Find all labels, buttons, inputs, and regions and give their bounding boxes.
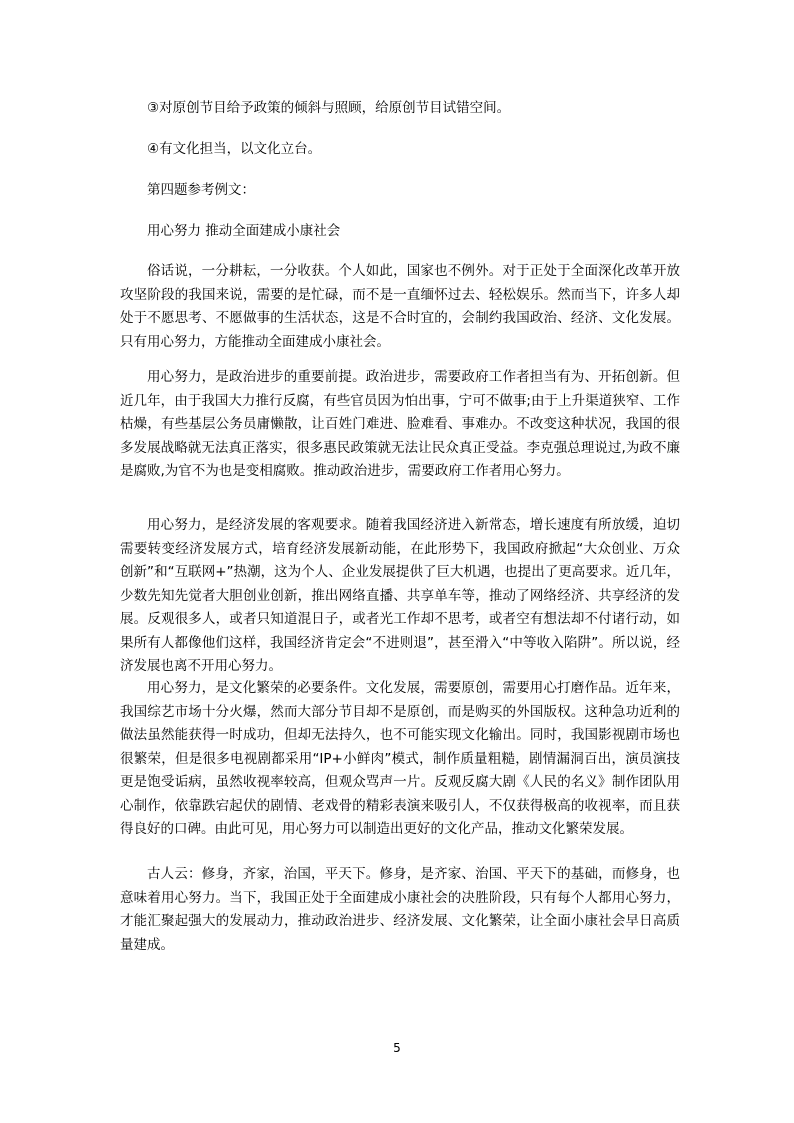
section-heading: 第四题参考例文： <box>147 182 255 198</box>
page-number: 5 <box>393 1041 401 1055</box>
essay-paragraph-culture: 用心努力，是文化繁荣的必要条件。文化发展，需要原创，需要用心打磨作品。近年来，我国综艺市场十分火爆，然而大部分节目却不是原创，而是购买的外国版权。这种急功近利的做法虽然能获得一时成功，但却无法持久，也不可能实现文化输出。同时，我国影视剧市场也很繁荣，但是很多电视剧都采用“IP+小鲜肉”模式，制作质量粗糙，剧情漏洞百出，演员演技更是饱受诟病，虽然收视率较高，但观众骂声一片。反观反腐大剧《人民的名义》制作团队用心制作，依靠跌宕起伏的剧情、老戏骨的精彩表演来吸引人，不仅获得极高的收视率，而且获得良好的口碑。由此可见，用心努力可以制造出更好的文化产品，推动文化繁荣发展。 <box>120 680 680 837</box>
essay-paragraph-conclusion: 古人云：修身，齐家，治国，平天下。修身，是齐家、治国、平天下的基础，而修身，也意味着用心努力。当下，我国正处于全面建成小康社会的决胜阶段，只有每个人都用心努力，才能汇聚起强大的发展动力，推动政治进步、经济发展、文化繁荣，让全面小康社会早日高质量建成。 <box>120 866 680 953</box>
list-item-3: ③对原创节目给予政策的倾斜与照顾，给原创节目试错空间。 <box>147 100 511 116</box>
essay-paragraph-politics: 用心努力，是政治进步的重要前提。政治进步，需要政府工作者担当有为、开拓创新。但近几年，由于我国大力推行反腐，有些官员因为怕出事，宁可不做事;由于上升渠道狭窄、工作枯燥，有些基层公务员庸懒散，让百姓门难进、脸难看、事难办。不改变这种状况，我国的很多发展战略就无法真正落实，很多惠民政策就无法让民众真正受益。李克强总理说过,为政不廉是腐败,为官不为也是变相腐败。推动政治进步，需要政府工作者用心努力。 <box>120 369 680 479</box>
essay-title: 用心努力 推动全面建成小康社会 <box>147 223 341 239</box>
essay-paragraph-economy: 用心努力，是经济发展的客观要求。随着我国经济进入新常态，增长速度有所放缓，迫切需要转变经济发展方式，培育经济发展新动能，在此形势下，我国政府掀起“大众创业、万众创新”和“互联网+”热潮，这为个人、企业发展提供了巨大机遇，也提出了更高要求。近几年，少数先知先觉者大胆创业创新，推出网络直播、共享单车等，推动了网络经济、共享经济的发展。反观很多人，或者只知道混日子，或者光工作却不思考，或者空有想法却不付诸行动，如果所有人都像他们这样，我国经济肯定会“不进则退”，甚至滑入“中等收入陷阱”。所以说，经济发展也离不开用心努力。 <box>120 517 680 674</box>
essay-paragraph-intro: 俗话说，一分耕耘，一分收获。个人如此，国家也不例外。对于正处于全面深化改革开放攻坚阶段的我国来说，需要的是忙碌，而不是一直缅怀过去、轻松娱乐。然而当下，许多人却处于不愿思考、不愿做事的生活状态，这是不合时宜的，会制约我国政治、经济、文化发展。只有用心努力，方能推动全面建成小康社会。 <box>120 263 680 350</box>
list-item-4: ④有文化担当，以文化立台。 <box>147 141 322 157</box>
